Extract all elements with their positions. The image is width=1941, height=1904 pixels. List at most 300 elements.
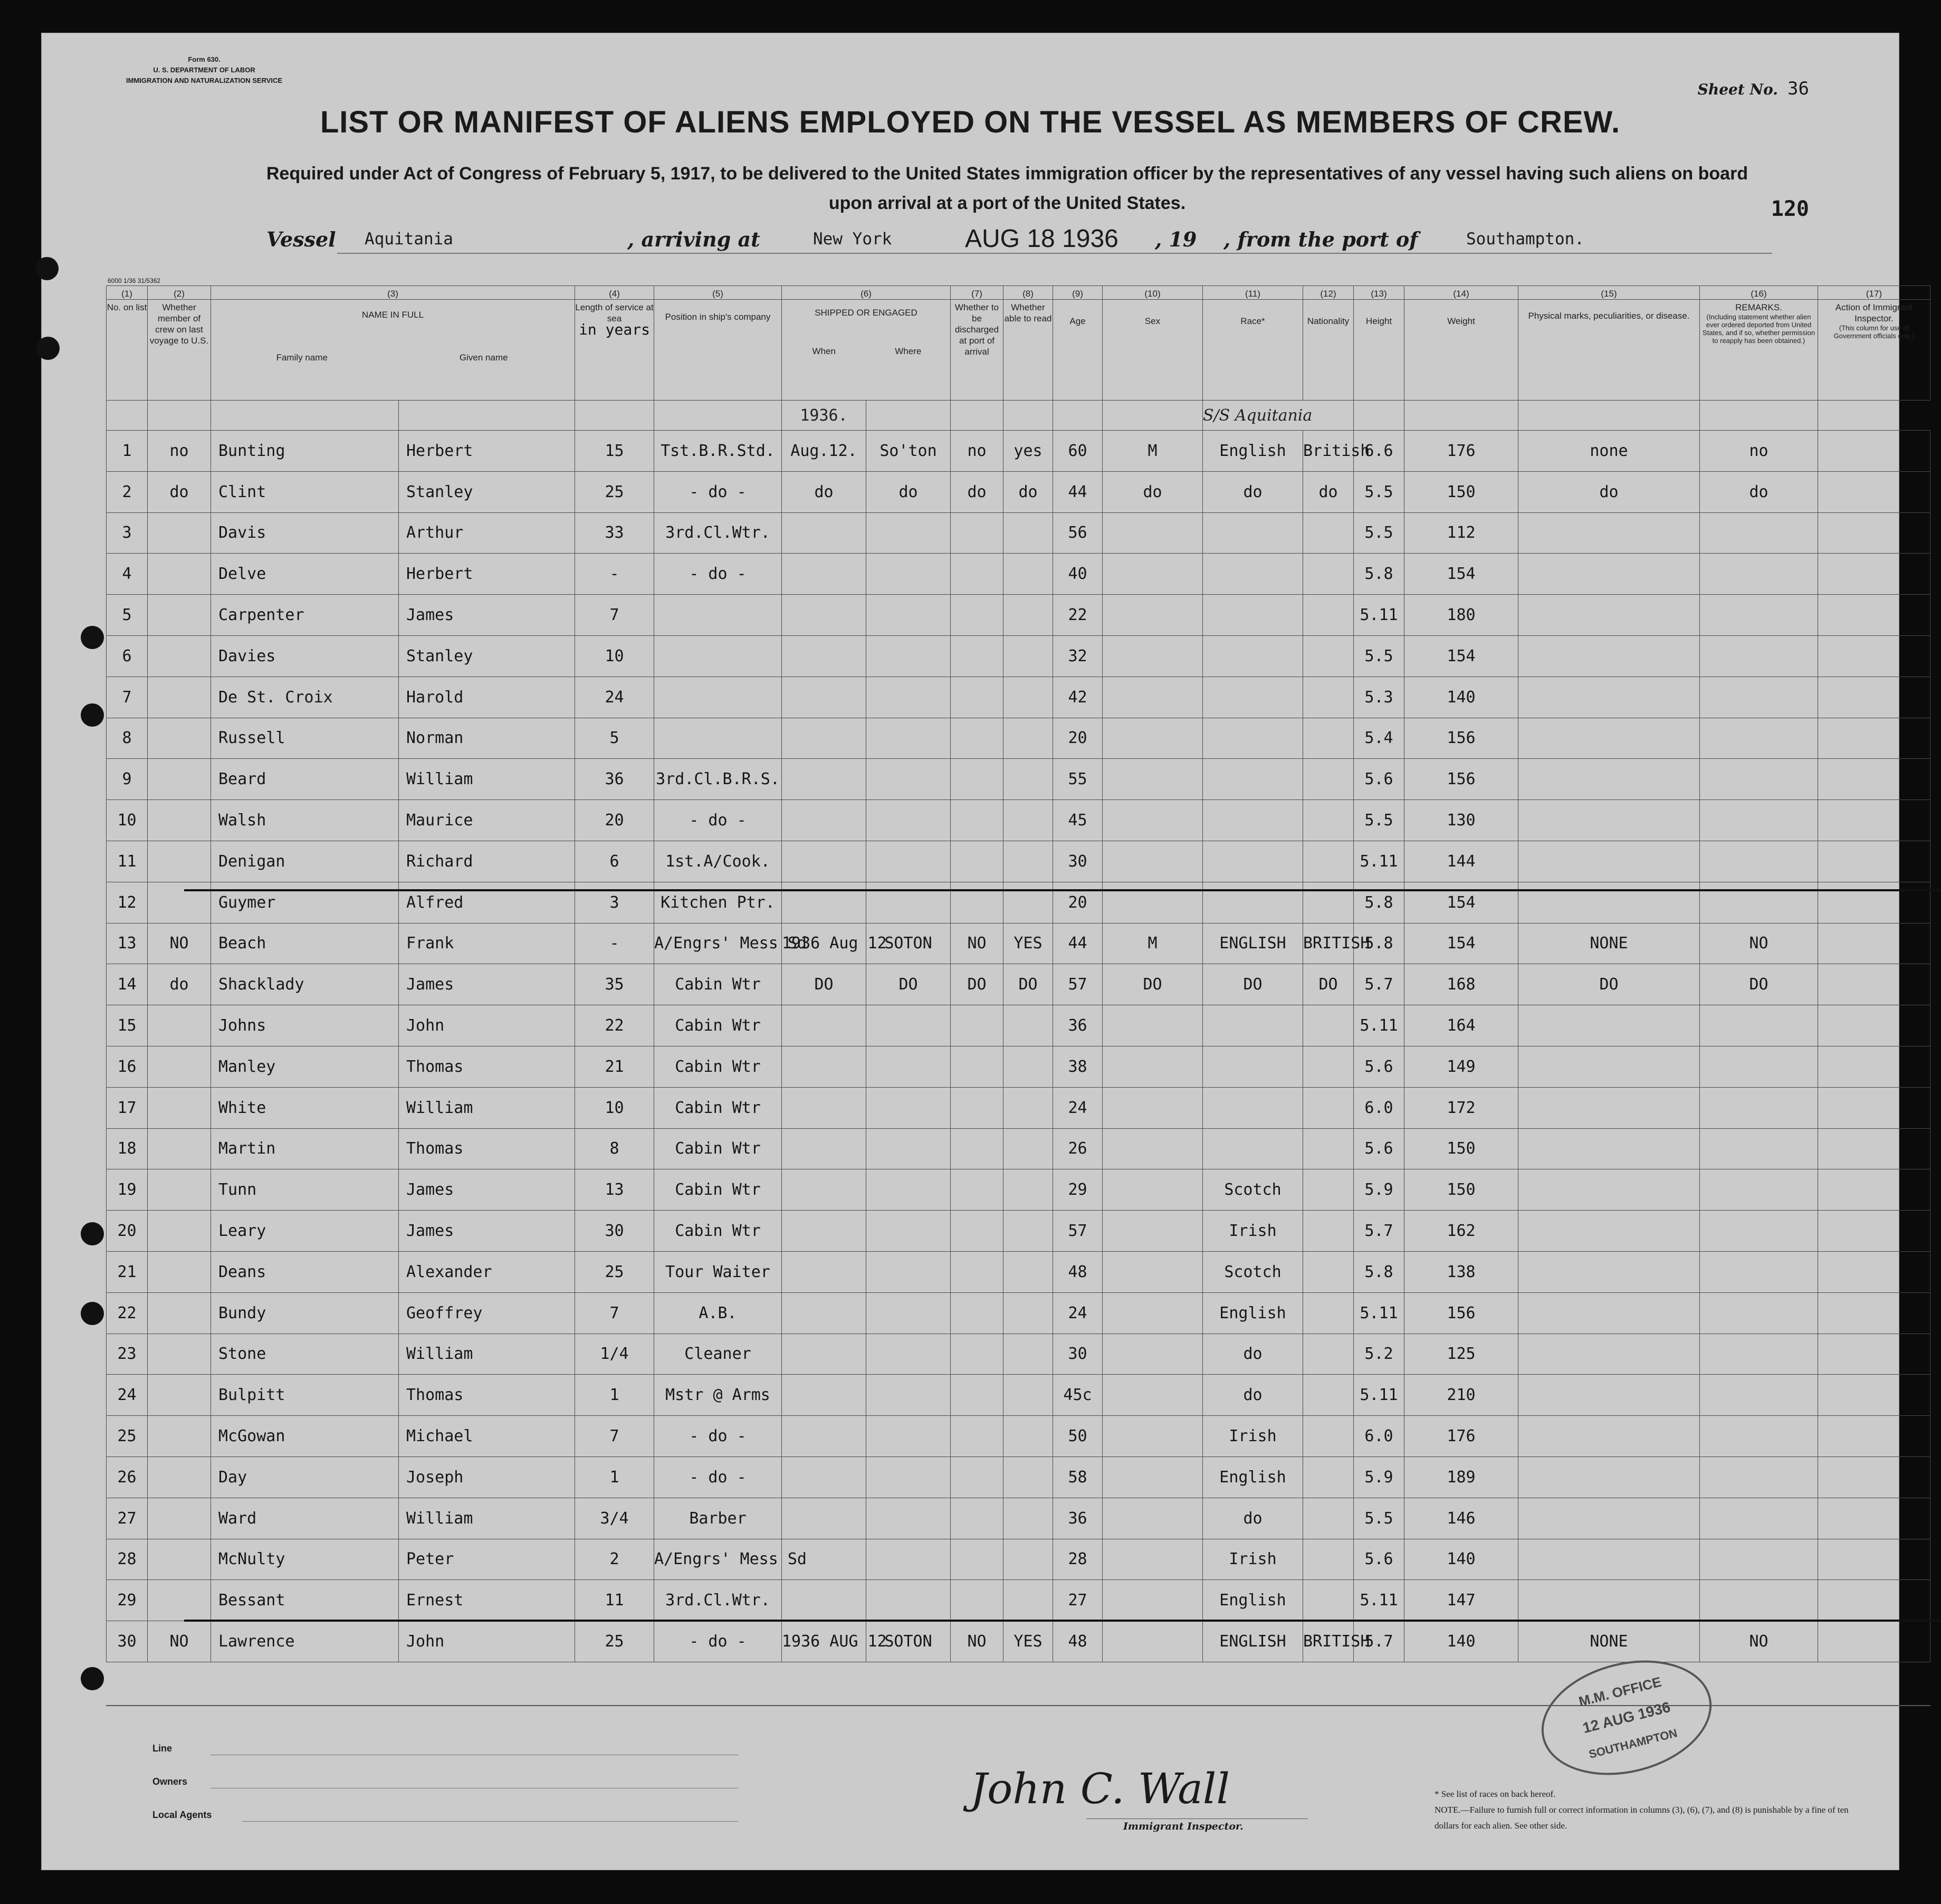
cell-service-years: 35 (575, 964, 654, 1005)
year-label: , 19 (1155, 227, 1197, 251)
cell-race (1203, 1087, 1303, 1128)
cell-discharged: do (951, 471, 1003, 512)
cell-shipped-when (782, 635, 866, 677)
cell-shipped-when (782, 1498, 866, 1539)
cell-given-name: Norman (399, 718, 575, 759)
cell-height: 6.0 (1354, 1416, 1404, 1457)
col-number: (8) (1003, 286, 1053, 300)
cell-weight: 172 (1404, 1087, 1518, 1128)
cell-able-to-read (1003, 595, 1053, 636)
cell-race (1203, 841, 1303, 882)
cell-sex (1103, 1211, 1203, 1252)
cell-last-voyage (148, 1375, 211, 1416)
strike-through-row-29 (184, 1620, 1941, 1622)
cell-able-to-read: DO (1003, 964, 1053, 1005)
cell-family-name: Guymer (211, 882, 399, 923)
cell-height: 5.6 (1354, 1046, 1404, 1087)
vessel-label: Vessel (266, 227, 336, 251)
cell-shipped-where (866, 554, 951, 595)
table-row (107, 595, 1930, 636)
cell-last-voyage (148, 1128, 211, 1169)
cell-inspector-action (1818, 431, 1930, 472)
cell-inspector-action (1818, 1292, 1930, 1334)
cell-inspector-action (1818, 923, 1930, 964)
cell-inspector-action (1818, 1621, 1930, 1662)
cell-sex (1103, 635, 1203, 677)
cell-list-number: 20 (107, 1211, 148, 1252)
cell-family-name: Johns (211, 1005, 399, 1046)
year-annotation: 1936. (782, 401, 866, 431)
cell-family-name: Bessant (211, 1580, 399, 1621)
cell-race (1203, 677, 1303, 718)
cell-nationality (1303, 595, 1354, 636)
cell-nationality (1303, 1416, 1354, 1457)
cell-height: 5.7 (1354, 964, 1404, 1005)
col-number: (2) (148, 286, 211, 300)
cell-physical-marks (1518, 1251, 1700, 1292)
cell-position: Cabin Wtr (654, 1087, 782, 1128)
cell-race: do (1203, 1334, 1303, 1375)
header-remarks-note: (Including statement whether alien ever ordered deported from United States, and if so, whether permission to reapply has been obtained.) (1702, 313, 1815, 345)
cell-family-name: Carpenter (211, 595, 399, 636)
cell-service-years: 36 (575, 759, 654, 800)
cell-race: ENGLISH (1203, 1621, 1303, 1662)
cell-family-name: Russell (211, 718, 399, 759)
cell-height: 5.6 (1354, 1128, 1404, 1169)
cell-race (1203, 595, 1303, 636)
cell-physical-marks (1518, 512, 1700, 554)
cell-inspector-action (1818, 1416, 1930, 1457)
cell-height: 5.6 (1354, 759, 1404, 800)
cell-inspector-action (1818, 964, 1930, 1005)
cell-shipped-when (782, 1169, 866, 1211)
cell-last-voyage (148, 554, 211, 595)
cell-shipped-where (866, 677, 951, 718)
cell-shipped-where (866, 1539, 951, 1580)
cell-shipped-where (866, 1416, 951, 1457)
cell-list-number: 22 (107, 1292, 148, 1334)
cell-last-voyage: NO (148, 923, 211, 964)
cell-discharged (951, 1128, 1003, 1169)
table-row (107, 431, 1930, 472)
table-row (107, 1046, 1930, 1087)
sheet-number: Sheet No. 36 (1697, 78, 1809, 99)
local-agents-label: Local Agents (152, 1810, 212, 1820)
cell-race (1203, 800, 1303, 841)
cell-inspector-action (1818, 1539, 1930, 1580)
cell-given-name: Peter (399, 1539, 575, 1580)
cell-last-voyage (148, 1292, 211, 1334)
cell-weight: 140 (1404, 1621, 1518, 1662)
col-number: (15) (1518, 286, 1700, 300)
cell-shipped-when: 1936 Aug 12 (782, 923, 866, 964)
cell-remarks (1700, 677, 1818, 718)
cell-list-number: 11 (107, 841, 148, 882)
cell-remarks (1700, 1005, 1818, 1046)
cell-inspector-action (1818, 800, 1930, 841)
cell-service-years: 7 (575, 1416, 654, 1457)
cell-remarks (1700, 759, 1818, 800)
cell-service-years: 5 (575, 718, 654, 759)
punch-hole (81, 1667, 104, 1690)
cell-weight: 150 (1404, 1128, 1518, 1169)
cell-service-years: 24 (575, 677, 654, 718)
cell-physical-marks: NONE (1518, 1621, 1700, 1662)
cell-discharged (951, 1169, 1003, 1211)
cell-height: 5.5 (1354, 512, 1404, 554)
cell-service-years: 1/4 (575, 1334, 654, 1375)
cell-physical-marks (1518, 1456, 1700, 1498)
cell-last-voyage (148, 1046, 211, 1087)
cell-weight: 168 (1404, 964, 1518, 1005)
cell-weight: 150 (1404, 471, 1518, 512)
cell-last-voyage (148, 882, 211, 923)
cell-sex (1103, 1334, 1203, 1375)
cell-sex: do (1103, 471, 1203, 512)
cell-position: Kitchen Ptr. (654, 882, 782, 923)
cell-able-to-read (1003, 1456, 1053, 1498)
cell-service-years: 22 (575, 1005, 654, 1046)
cell-family-name: McGowan (211, 1416, 399, 1457)
table-row (107, 1416, 1930, 1457)
cell-shipped-where (866, 1128, 951, 1169)
cell-last-voyage (148, 1580, 211, 1621)
cell-list-number: 25 (107, 1416, 148, 1457)
cell-weight: 156 (1404, 718, 1518, 759)
punch-hole (81, 626, 104, 649)
cell-shipped-when (782, 1375, 866, 1416)
cell-shipped-when (782, 554, 866, 595)
cell-position: Barber (654, 1498, 782, 1539)
cell-physical-marks (1518, 1375, 1700, 1416)
cell-sex (1103, 595, 1203, 636)
cell-inspector-action (1818, 1334, 1930, 1375)
cell-position (654, 718, 782, 759)
cell-shipped-where (866, 1375, 951, 1416)
cell-shipped-where (866, 1169, 951, 1211)
cell-height: 5.3 (1354, 677, 1404, 718)
stamp-bottom-text: SOUTHAMPTON (1587, 1726, 1679, 1761)
cell-inspector-action (1818, 635, 1930, 677)
cell-sex (1103, 1456, 1203, 1498)
cell-race: English (1203, 1456, 1303, 1498)
cell-last-voyage: do (148, 471, 211, 512)
cell-shipped-where (866, 841, 951, 882)
header-position: Position in ship's company (654, 300, 782, 401)
cell-shipped-when (782, 1005, 866, 1046)
cell-discharged (951, 1251, 1003, 1292)
cell-list-number: 27 (107, 1498, 148, 1539)
cell-service-years: 7 (575, 595, 654, 636)
handwritten-in-years: in years (579, 321, 650, 338)
table-row (107, 800, 1930, 841)
cell-discharged: NO (951, 923, 1003, 964)
cell-last-voyage (148, 595, 211, 636)
cell-age: 60 (1053, 431, 1103, 472)
cell-last-voyage: do (148, 964, 211, 1005)
cell-nationality (1303, 1292, 1354, 1334)
cell-service-years: 20 (575, 800, 654, 841)
cell-family-name: McNulty (211, 1539, 399, 1580)
col-number: (11) (1203, 286, 1303, 300)
cell-weight: 147 (1404, 1580, 1518, 1621)
cell-age: 50 (1053, 1416, 1103, 1457)
cell-height: 5.4 (1354, 718, 1404, 759)
print-code: 6000 1/36 31/5362 (108, 277, 161, 284)
cell-family-name: Lawrence (211, 1621, 399, 1662)
cell-nationality (1303, 841, 1354, 882)
cell-nationality (1303, 1211, 1354, 1252)
cell-last-voyage: no (148, 431, 211, 472)
cell-shipped-where (866, 800, 951, 841)
cell-age: 44 (1053, 471, 1103, 512)
cell-physical-marks (1518, 1128, 1700, 1169)
cell-age: 30 (1053, 841, 1103, 882)
cell-shipped-where (866, 718, 951, 759)
cell-discharged (951, 1375, 1003, 1416)
cell-given-name: Arthur (399, 512, 575, 554)
cell-weight: 164 (1404, 1005, 1518, 1046)
cell-sex (1103, 1128, 1203, 1169)
header-age: Age (1053, 300, 1103, 401)
table-row (107, 882, 1930, 923)
cell-given-name: Herbert (399, 554, 575, 595)
cell-discharged (951, 554, 1003, 595)
cell-service-years: 3/4 (575, 1498, 654, 1539)
table-row (107, 964, 1930, 1005)
cell-height: 5.8 (1354, 923, 1404, 964)
cell-shipped-where (866, 882, 951, 923)
column-number-row (107, 286, 1930, 300)
header-list-number: No. on list (107, 300, 148, 401)
table-row (107, 1456, 1930, 1498)
cell-given-name: Maurice (399, 800, 575, 841)
cell-race: do (1203, 471, 1303, 512)
cell-shipped-when (782, 1416, 866, 1457)
cell-race (1203, 512, 1303, 554)
cell-inspector-action (1818, 1046, 1930, 1087)
cell-physical-marks (1518, 1334, 1700, 1375)
cell-remarks (1700, 1334, 1818, 1375)
table-row (107, 677, 1930, 718)
cell-sex: M (1103, 431, 1203, 472)
table-row (107, 471, 1930, 512)
cell-position: - do - (654, 1456, 782, 1498)
cell-service-years: 1 (575, 1456, 654, 1498)
form-identifier: Form 630. U. S. DEPARTMENT OF LABOR IMMIGRATION AND NATURALIZATION SERVICE (126, 55, 283, 84)
punch-hole (35, 257, 59, 280)
cell-nationality (1303, 1334, 1354, 1375)
cell-list-number: 19 (107, 1169, 148, 1211)
cell-discharged (951, 595, 1003, 636)
cell-shipped-where: So'ton (866, 431, 951, 472)
table-row (107, 1005, 1930, 1046)
header-last-voyage: Whether member of crew on last voyage to U.S. (148, 300, 211, 401)
cell-shipped-where (866, 1211, 951, 1252)
cell-inspector-action (1818, 882, 1930, 923)
cell-shipped-where: do (866, 471, 951, 512)
cell-list-number: 8 (107, 718, 148, 759)
cell-race: Irish (1203, 1539, 1303, 1580)
cell-physical-marks (1518, 841, 1700, 882)
punch-hole (81, 1302, 104, 1325)
cell-weight: 180 (1404, 595, 1518, 636)
table-row (107, 1498, 1930, 1539)
cell-family-name: Clint (211, 471, 399, 512)
cell-physical-marks (1518, 1580, 1700, 1621)
cell-height: 6.0 (1354, 1087, 1404, 1128)
cell-shipped-when (782, 1251, 866, 1292)
cell-remarks (1700, 1498, 1818, 1539)
cell-list-number: 24 (107, 1375, 148, 1416)
cell-nationality (1303, 1005, 1354, 1046)
cell-sex (1103, 882, 1203, 923)
cell-physical-marks (1518, 1046, 1700, 1087)
cell-age: 48 (1053, 1621, 1103, 1662)
cell-inspector-action (1818, 554, 1930, 595)
cell-able-to-read (1003, 882, 1053, 923)
cell-given-name: Richard (399, 841, 575, 882)
cell-shipped-where (866, 1292, 951, 1334)
cell-height: 5.11 (1354, 1375, 1404, 1416)
cell-physical-marks: DO (1518, 964, 1700, 1005)
cell-shipped-when (782, 1456, 866, 1498)
cell-remarks: do (1700, 471, 1818, 512)
cell-service-years: 25 (575, 1621, 654, 1662)
cell-inspector-action (1818, 595, 1930, 636)
cell-position: 3rd.Cl.B.R.S. (654, 759, 782, 800)
cell-remarks (1700, 800, 1818, 841)
cell-sex: DO (1103, 964, 1203, 1005)
cell-last-voyage (148, 1005, 211, 1046)
cell-service-years: 33 (575, 512, 654, 554)
cell-able-to-read: YES (1003, 923, 1053, 964)
cell-remarks (1700, 1169, 1818, 1211)
table-row (107, 841, 1930, 882)
cell-race (1203, 759, 1303, 800)
cell-sex (1103, 1005, 1203, 1046)
cell-last-voyage (148, 800, 211, 841)
cell-family-name: White (211, 1087, 399, 1128)
cell-nationality: do (1303, 471, 1354, 512)
cell-height: 5.5 (1354, 471, 1404, 512)
cell-physical-marks (1518, 1087, 1700, 1128)
cell-inspector-action (1818, 759, 1930, 800)
cell-sex (1103, 1580, 1203, 1621)
cell-nationality (1303, 1128, 1354, 1169)
cell-shipped-where (866, 635, 951, 677)
cell-remarks (1700, 1456, 1818, 1498)
cell-list-number: 29 (107, 1580, 148, 1621)
penalty-note: NOTE.—Failure to furnish full or correct information in columns (3), (6), (7), and (8) is punishable by a fine of ten dollars for each alien. See other side. (1435, 1805, 1849, 1831)
cell-discharged (951, 1292, 1003, 1334)
cell-family-name: Bulpitt (211, 1375, 399, 1416)
cell-family-name: Davies (211, 635, 399, 677)
cell-height: 5.9 (1354, 1169, 1404, 1211)
cell-shipped-when (782, 512, 866, 554)
cell-list-number: 6 (107, 635, 148, 677)
cell-shipped-when (782, 1292, 866, 1334)
col-number: (1) (107, 286, 148, 300)
cell-age: 29 (1053, 1169, 1103, 1211)
cell-remarks: NO (1700, 923, 1818, 964)
cell-shipped-when (782, 1580, 866, 1621)
header-name-label: NAME IN FULL (361, 310, 424, 320)
header-where: Where (895, 346, 922, 356)
cell-list-number: 23 (107, 1334, 148, 1375)
header-inspector-action (1818, 300, 1930, 401)
cell-race: do (1203, 1375, 1303, 1416)
cell-list-number: 18 (107, 1128, 148, 1169)
cell-sex (1103, 1292, 1203, 1334)
cell-remarks (1700, 1539, 1818, 1580)
cell-age: 28 (1053, 1539, 1103, 1580)
header-race: Race* (1203, 300, 1303, 401)
cell-service-years: 6 (575, 841, 654, 882)
cell-shipped-where (866, 1456, 951, 1498)
cell-last-voyage (148, 1498, 211, 1539)
header-when: When (812, 346, 836, 356)
cell-discharged: DO (951, 964, 1003, 1005)
cell-service-years: 30 (575, 1211, 654, 1252)
cell-sex (1103, 800, 1203, 841)
cell-position: - do - (654, 471, 782, 512)
cell-position: Cabin Wtr (654, 1211, 782, 1252)
cell-age: 56 (1053, 512, 1103, 554)
cell-height: 5.11 (1354, 595, 1404, 636)
inspector-signature: John C. Wall (970, 1764, 1230, 1813)
cell-given-name: Frank (399, 923, 575, 964)
cell-race: Irish (1203, 1211, 1303, 1252)
cell-list-number: 15 (107, 1005, 148, 1046)
cell-able-to-read: yes (1003, 431, 1053, 472)
cell-last-voyage (148, 1456, 211, 1498)
cell-race: do (1203, 1498, 1303, 1539)
cell-age: 24 (1053, 1292, 1103, 1334)
cell-list-number: 3 (107, 512, 148, 554)
cell-discharged (951, 635, 1003, 677)
cell-nationality (1303, 1580, 1354, 1621)
cell-physical-marks (1518, 718, 1700, 759)
cell-given-name: Ernest (399, 1580, 575, 1621)
cell-nationality (1303, 635, 1354, 677)
cell-shipped-where (866, 1087, 951, 1128)
cell-shipped-when (782, 1334, 866, 1375)
cell-shipped-where (866, 1251, 951, 1292)
cell-able-to-read (1003, 841, 1053, 882)
cell-able-to-read (1003, 1251, 1053, 1292)
cell-physical-marks (1518, 1539, 1700, 1580)
cell-age: 55 (1053, 759, 1103, 800)
cell-remarks: NO (1700, 1621, 1818, 1662)
header-nationality: Nationality (1303, 300, 1354, 401)
table-row (107, 1128, 1930, 1169)
cell-position: A/Engrs' Mess Sd (654, 1539, 782, 1580)
cell-weight: 162 (1404, 1211, 1518, 1252)
cell-discharged (951, 1005, 1003, 1046)
cell-service-years: 25 (575, 471, 654, 512)
cell-list-number: 13 (107, 923, 148, 964)
inspector-caption: Immigrant Inspector. (1123, 1821, 1244, 1832)
cell-given-name: James (399, 1169, 575, 1211)
cell-discharged (951, 718, 1003, 759)
cell-family-name: Denigan (211, 841, 399, 882)
cell-physical-marks (1518, 1169, 1700, 1211)
col-number: (6) (782, 286, 951, 300)
cell-height: 5.8 (1354, 882, 1404, 923)
header-length-of-service (575, 300, 654, 401)
cell-position: Cabin Wtr (654, 1005, 782, 1046)
